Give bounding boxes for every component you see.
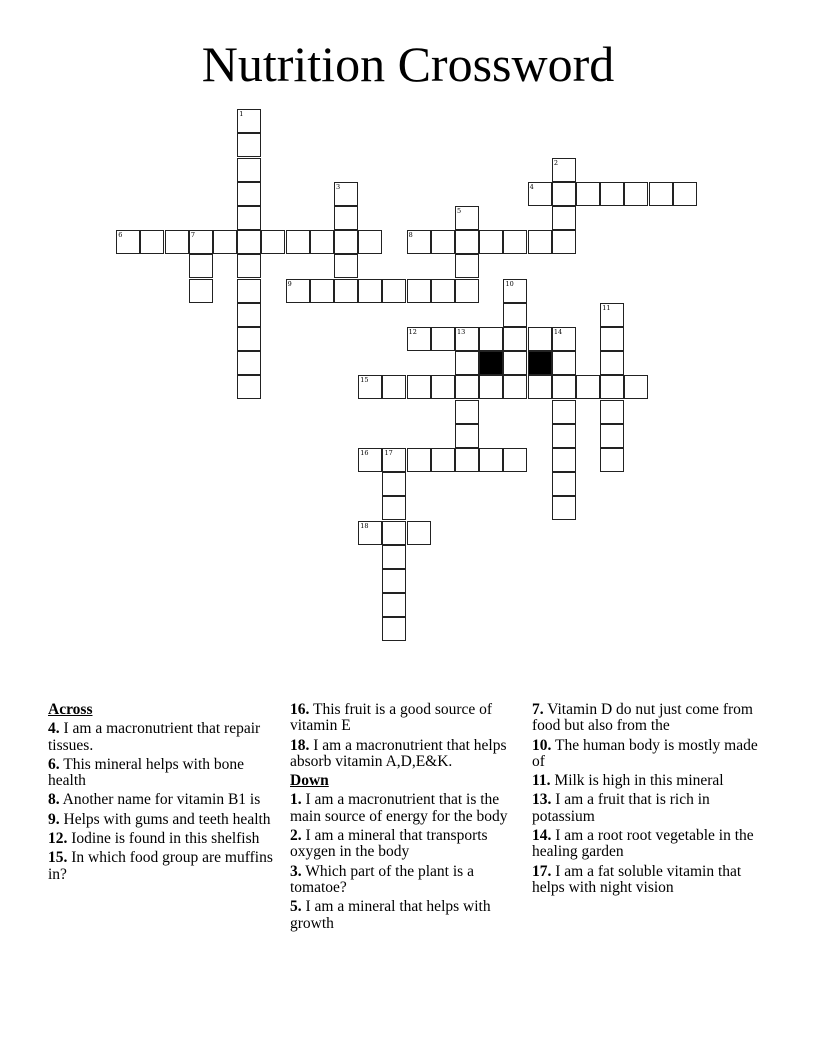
grid-cell[interactable] [237,279,261,303]
grid-cell[interactable] [116,230,140,254]
clue-label: 4. [48,720,60,738]
grid-cell[interactable] [334,279,358,303]
clue-number: 13 [457,328,466,337]
clue-number: 9 [287,279,292,288]
grid-cell[interactable] [358,279,382,303]
clue-label: 12. [48,830,68,848]
clue-number: 17 [384,449,393,458]
grid-cell[interactable] [213,230,237,254]
clue [290,828,526,861]
grid-cell[interactable] [455,230,479,254]
clues-column-1 [48,702,284,886]
clue-label: 11. [532,772,551,790]
clue-label: 5. [290,898,302,916]
grid-cell[interactable] [552,182,576,206]
grid-cell[interactable] [600,182,624,206]
grid-cell[interactable] [407,448,431,472]
grid-cell[interactable] [552,472,576,496]
grid-cell[interactable] [382,472,406,496]
grid-cell[interactable] [455,424,479,448]
section-heading-down: Down [290,772,329,790]
grid-cell[interactable] [431,230,455,254]
clue-number: 18 [360,521,369,530]
grid-cell[interactable] [286,230,310,254]
clue [532,702,772,735]
grid-cell[interactable] [382,496,406,520]
grid-cell[interactable] [358,521,382,545]
clue [48,757,284,790]
clue [48,850,284,883]
grid-cell[interactable] [503,303,527,327]
clue-number: 16 [360,449,369,458]
clue-text: I am a macronutrient that is the main source of energy for the body [290,791,508,825]
grid-cell[interactable] [382,279,406,303]
clue-text: I am a fat soluble vitamin that helps with night vision [532,862,742,896]
clue-number: 8 [408,231,413,240]
grid-cell[interactable] [503,279,527,303]
grid-cell[interactable] [165,230,189,254]
grid-cell[interactable] [552,400,576,424]
clue-number: 11 [602,303,611,312]
grid-cell[interactable] [552,230,576,254]
grid-cell[interactable] [528,230,552,254]
clue [48,721,284,754]
grid-cell[interactable] [407,327,431,351]
grid-cell[interactable] [503,327,527,351]
grid-cell[interactable] [237,375,261,399]
clue-label: 2. [290,827,302,845]
grid-cell[interactable] [552,496,576,520]
grid-cell[interactable] [673,182,697,206]
clue [290,899,526,932]
grid-cell[interactable] [407,375,431,399]
grid-cell[interactable] [455,327,479,351]
grid-cell[interactable] [624,375,648,399]
grid-cell[interactable] [237,158,261,182]
grid-cell[interactable] [431,279,455,303]
grid-cell[interactable] [382,375,406,399]
grid-cell[interactable] [358,448,382,472]
grid-cell[interactable] [286,279,310,303]
clue [532,773,772,789]
grid-cell[interactable] [189,279,213,303]
grid-cell[interactable] [455,279,479,303]
clues-column-2 [290,702,526,935]
grid-cell[interactable] [479,327,503,351]
grid-cell[interactable] [503,351,527,375]
clue-label: 16. [290,701,310,718]
clue-label: 1. [290,791,302,809]
clue [290,864,526,897]
clue-text: Which part of the plant is a tomatoe? [290,862,474,896]
grid-cell[interactable] [310,279,334,303]
grid-cell[interactable] [479,448,503,472]
grid-cell[interactable] [600,351,624,375]
clue-text: I am a fruit that is rich in potassium [532,791,710,825]
grid-cell[interactable] [455,400,479,424]
grid-cell[interactable] [552,375,576,399]
clue-number: 10 [505,279,514,288]
grid-cell[interactable] [237,303,261,327]
clue [48,812,284,828]
grid-cell[interactable] [552,448,576,472]
grid-cell[interactable] [600,448,624,472]
clue-text: The human body is mostly made of [532,736,758,770]
clue-number: 5 [457,207,462,216]
black-cell [528,351,552,375]
grid-cell[interactable] [334,230,358,254]
clue-number: 14 [553,328,563,337]
clue-label: 7. [532,701,544,718]
grid-cell[interactable] [479,230,503,254]
grid-cell[interactable] [310,230,334,254]
clue-text: I am a macronutrient that helps absorb vitamin A,D,E&K. [290,736,507,770]
clue-text: In which food group are muffins in? [48,849,273,883]
clue-label: 18. [290,736,310,754]
clue-text: Vitamin D do nut just come from food but also from the [532,701,753,735]
clue-text: This fruit is a good source of vitamin E [290,701,493,735]
clue-number: 4 [529,182,534,191]
grid-cell[interactable] [552,351,576,375]
grid-cell[interactable] [358,230,382,254]
clue-label: 3. [290,862,302,880]
grid-cell[interactable] [552,206,576,230]
grid-cell[interactable] [600,375,624,399]
grid-cell[interactable] [503,448,527,472]
grid-cell[interactable] [189,230,213,254]
grid-cell[interactable] [382,448,406,472]
grid-cell[interactable] [358,375,382,399]
clue-label: 8. [48,791,60,809]
clue-text: Milk is high in this mineral [554,772,724,790]
clue [48,792,284,808]
grid-cell[interactable] [600,400,624,424]
clue-text: I am a macronutrient that repair tissues. [48,720,261,754]
clue [532,792,772,825]
clue [532,864,772,897]
clue-number: 6 [118,231,123,240]
clue-number: 2 [553,158,558,167]
grid-cell[interactable] [552,424,576,448]
clue-text: Helps with gums and teeth health [63,810,271,828]
grid-cell[interactable] [600,424,624,448]
clue-text: I am a mineral that transports oxygen in the body [290,827,488,861]
grid-cell[interactable] [237,327,261,351]
clue-text: This mineral helps with bone health [48,755,245,790]
grid-cell[interactable] [407,521,431,545]
grid-cell[interactable] [382,569,406,593]
clue [48,831,284,847]
grid-cell[interactable] [140,230,164,254]
clue-number: 3 [336,182,341,191]
grid-cell[interactable] [382,593,406,617]
grid-cell[interactable] [479,375,503,399]
grid-cell[interactable] [431,448,455,472]
clue-text: Iodine is found in this shelfish [71,830,260,848]
grid-cell[interactable] [528,327,552,351]
grid-cell[interactable] [624,182,648,206]
grid-cell[interactable] [528,375,552,399]
clue-label: 10. [532,736,552,754]
grid-cell[interactable] [237,230,261,254]
grid-cell[interactable] [600,327,624,351]
grid-cell[interactable] [407,279,431,303]
grid-cell[interactable] [576,375,600,399]
grid-cell[interactable] [431,375,455,399]
clue [532,738,772,771]
clue-text: Another name for vitamin B1 is [62,791,261,809]
clue-number: 7 [190,231,195,240]
grid-cell[interactable] [237,109,261,133]
black-cell [479,351,503,375]
grid-cell[interactable] [334,206,358,230]
grid-cell[interactable] [649,182,673,206]
grid-cell[interactable] [189,254,213,278]
grid-cell[interactable] [237,206,261,230]
clue-label: 6. [48,755,60,773]
grid-cell[interactable] [237,182,261,206]
clue-label: 15. [48,849,68,867]
clue-label: 9. [48,810,60,828]
clue-label: 13. [532,791,552,809]
clue-label: 14. [532,827,552,845]
grid-cell[interactable] [455,375,479,399]
clue-label: 17. [532,862,552,880]
clues-column-3 [532,702,772,899]
grid-cell[interactable] [237,133,261,157]
clue-number: 1 [239,110,244,119]
grid-cell[interactable] [552,327,576,351]
grid-cell[interactable] [382,521,406,545]
clue-text: I am a mineral that helps with growth [290,898,491,932]
grid-cell[interactable] [455,254,479,278]
grid-cell[interactable] [503,230,527,254]
grid-cell[interactable] [261,230,285,254]
grid-cell[interactable] [552,158,576,182]
grid-cell[interactable] [600,303,624,327]
clue-number: 15 [360,376,369,385]
grid-cell[interactable] [237,254,261,278]
page-title: Nutrition Crossword [201,36,615,92]
grid-cell[interactable] [503,375,527,399]
clue [290,738,526,771]
section-heading-across: Across [48,701,93,718]
clue-text: I am a root root vegetable in the healing garden [532,827,754,861]
grid-cell[interactable] [334,182,358,206]
grid-cell[interactable] [382,545,406,569]
grid-cell[interactable] [431,327,455,351]
grid-cell[interactable] [382,617,406,641]
grid-cell[interactable] [455,351,479,375]
grid-cell[interactable] [407,230,431,254]
clue [290,702,526,735]
grid-cell[interactable] [455,448,479,472]
clue [290,792,526,825]
clue-number: 12 [408,328,417,337]
grid-cell[interactable] [576,182,600,206]
grid-cell[interactable] [334,254,358,278]
grid-cell[interactable] [455,206,479,230]
grid-cell[interactable] [528,182,552,206]
grid-cell[interactable] [237,351,261,375]
clue [532,828,772,861]
